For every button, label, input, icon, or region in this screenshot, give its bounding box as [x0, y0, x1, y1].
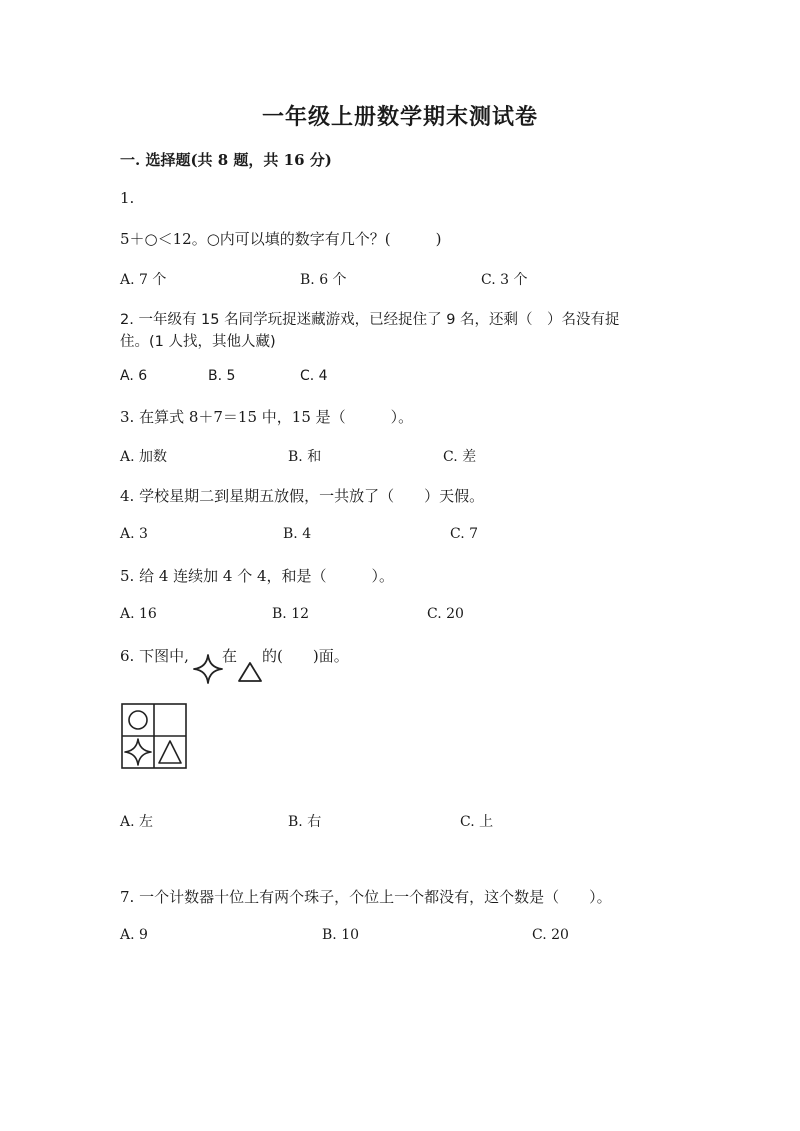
- question-6-stem-part-c: 的( )面。: [262, 647, 349, 665]
- question-4-option-c: C. 7: [450, 526, 479, 542]
- question-1-stem: 5＋○＜12。○内可以填的数字有几个？( ): [120, 230, 442, 248]
- question-5-stem: 5. 给 4 连续加 4 个 4，和是（ ）。: [120, 567, 395, 585]
- circle-icon: [129, 711, 147, 729]
- question-6-stem-part-a: 6. 下图中,: [120, 647, 189, 665]
- question-4-stem: 4. 学校星期二到星期五放假，一共放了（ ）天假。: [120, 487, 485, 505]
- question-2-stem-line1: 2. 一年级有 15 名同学玩捉迷藏游戏，已经捉住了 9 名，还剩（ ）名没有捉: [120, 312, 620, 328]
- question-4-option-b: B. 4: [283, 526, 312, 542]
- question-6-option-a: A. 左: [120, 814, 154, 830]
- question-3-option-a: A. 加数: [120, 449, 168, 465]
- question-5-option-a: A. 16: [120, 606, 157, 622]
- question-2-option-a: A. 6: [120, 368, 148, 384]
- question-3-stem: 3. 在算式 8＋7＝15 中，15 是（ ）。: [120, 408, 414, 426]
- question-7-option-c: C. 20: [532, 927, 569, 943]
- question-3-option-c: C. 差: [443, 449, 477, 465]
- question-3-option-b: B. 和: [288, 449, 322, 465]
- question-7-stem: 7. 一个计数器十位上有两个珠子，个位上一个都没有，这个数是（ ）。: [120, 888, 612, 906]
- section-heading: 一. 选择题(共 8 题，共 16 分): [120, 151, 332, 169]
- question-5-option-b: B. 12: [272, 606, 310, 622]
- question-1-option-b: B. 6 个: [300, 272, 347, 288]
- triangle-icon: [237, 661, 263, 683]
- page-title: 一年级上册数学期末测试卷: [261, 104, 538, 130]
- question-1-number: 1.: [120, 189, 135, 207]
- star-icon: [192, 653, 224, 685]
- question-5-option-c: C. 20: [427, 606, 464, 622]
- question-7-option-b: B. 10: [322, 927, 360, 943]
- question-2-stem-line2: 住。(1 人找，其他人藏): [120, 334, 276, 350]
- question-1-option-c: C. 3 个: [481, 272, 528, 288]
- question-2-option-b: B. 5: [208, 368, 236, 384]
- question-1-option-a: A. 7 个: [120, 272, 167, 288]
- question-6-option-b: B. 右: [288, 814, 322, 830]
- triangle-icon: [159, 741, 181, 763]
- question-6-option-c: C. 上: [460, 814, 494, 830]
- star-icon: [125, 739, 151, 765]
- question-6-stem-part-b: 在: [222, 647, 238, 665]
- question-4-option-a: A. 3: [120, 526, 148, 542]
- question-2-option-c: C. 4: [300, 368, 328, 384]
- question-7-option-a: A. 9: [120, 927, 148, 943]
- position-grid: [121, 703, 187, 769]
